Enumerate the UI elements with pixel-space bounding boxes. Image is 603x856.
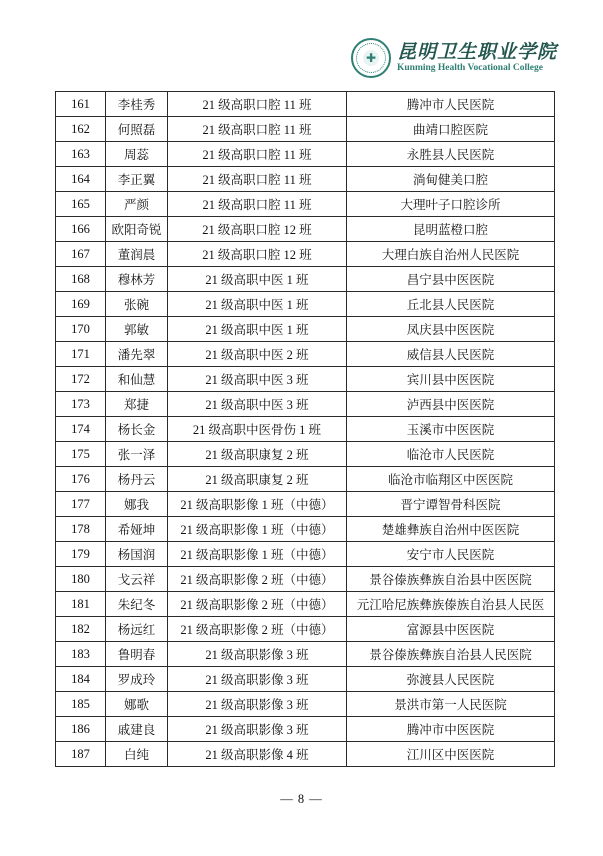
cell-number: 170	[56, 317, 106, 342]
cell-class-name: 21 级高职口腔 11 班	[168, 142, 347, 167]
table-row	[56, 117, 555, 142]
cell-class-name: 21 级高职中医 1 班	[168, 292, 347, 317]
cell-hospital-name: 景谷傣族彝族自治县人民医院	[347, 642, 555, 667]
cell-number: 180	[56, 567, 106, 592]
cell-student-name: 张碗	[106, 292, 168, 317]
college-brand	[351, 38, 557, 78]
cell-class-name: 21 级高职口腔 11 班	[168, 92, 347, 117]
table-row	[56, 467, 555, 492]
cell-hospital-name: 丘北县人民医院	[347, 292, 555, 317]
table-row	[56, 667, 555, 692]
cell-student-name: 郭敏	[106, 317, 168, 342]
cell-student-name: 和仙慧	[106, 367, 168, 392]
cell-number: 181	[56, 592, 106, 617]
cell-class-name: 21 级高职影像 4 班	[168, 742, 347, 767]
table-row	[56, 542, 555, 567]
table-row	[56, 517, 555, 542]
college-seal-icon	[351, 38, 391, 78]
cell-number: 171	[56, 342, 106, 367]
cell-student-name: 罗成玲	[106, 667, 168, 692]
cell-student-name: 鲁明春	[106, 642, 168, 667]
cell-class-name: 21 级高职口腔 11 班	[168, 192, 347, 217]
cell-number: 163	[56, 142, 106, 167]
cell-class-name: 21 级高职影像 2 班（中德）	[168, 592, 347, 617]
table-row	[56, 217, 555, 242]
cell-number: 164	[56, 167, 106, 192]
cell-class-name: 21 级高职中医 2 班	[168, 342, 347, 367]
table-row	[56, 417, 555, 442]
cell-hospital-name: 楚雄彝族自治州中医医院	[347, 517, 555, 542]
cell-student-name: 李正翼	[106, 167, 168, 192]
cell-student-name: 何照磊	[106, 117, 168, 142]
cell-hospital-name: 永胜县人民医院	[347, 142, 555, 167]
table-row	[56, 292, 555, 317]
cell-hospital-name: 景洪市第一人民医院	[347, 692, 555, 717]
cell-hospital-name: 大理白族自治州人民医院	[347, 242, 555, 267]
cell-student-name: 严颜	[106, 192, 168, 217]
cell-hospital-name: 玉溪市中医医院	[347, 417, 555, 442]
cell-class-name: 21 级高职口腔 11 班	[168, 117, 347, 142]
cell-student-name: 杨丹云	[106, 467, 168, 492]
cell-hospital-name: 威信县人民医院	[347, 342, 555, 367]
cell-student-name: 杨远红	[106, 617, 168, 642]
cell-hospital-name: 凤庆县中医医院	[347, 317, 555, 342]
cell-class-name: 21 级高职影像 3 班	[168, 692, 347, 717]
cell-class-name: 21 级高职口腔 12 班	[168, 217, 347, 242]
cell-class-name: 21 级高职中医 3 班	[168, 367, 347, 392]
cell-class-name: 21 级高职影像 2 班（中德）	[168, 617, 347, 642]
cell-class-name: 21 级高职口腔 11 班	[168, 167, 347, 192]
cell-class-name: 21 级高职中医骨伤 1 班	[168, 417, 347, 442]
table-row	[56, 392, 555, 417]
cell-hospital-name: 晋宁谭智骨科医院	[347, 492, 555, 517]
table-row	[56, 367, 555, 392]
cell-hospital-name: 昆明蓝橙口腔	[347, 217, 555, 242]
cell-class-name: 21 级高职影像 3 班	[168, 717, 347, 742]
cell-student-name: 穆林芳	[106, 267, 168, 292]
cell-hospital-name: 弥渡县人民医院	[347, 667, 555, 692]
cell-number: 172	[56, 367, 106, 392]
cell-class-name: 21 级高职中医 3 班	[168, 392, 347, 417]
cell-class-name: 21 级高职影像 3 班	[168, 642, 347, 667]
cell-student-name: 戚建良	[106, 717, 168, 742]
table-row	[56, 242, 555, 267]
cell-number: 174	[56, 417, 106, 442]
cell-hospital-name: 元江哈尼族彝族傣族自治县人民医	[347, 592, 555, 617]
cell-hospital-name: 腾冲市人民医院	[347, 92, 555, 117]
cell-number: 179	[56, 542, 106, 567]
cell-hospital-name: 临沧市临翔区中医医院	[347, 467, 555, 492]
cell-number: 185	[56, 692, 106, 717]
medical-cross-icon: ✚	[363, 50, 379, 66]
cell-number: 183	[56, 642, 106, 667]
cell-student-name: 娜歌	[106, 692, 168, 717]
cell-hospital-name: 安宁市人民医院	[347, 542, 555, 567]
cell-number: 176	[56, 467, 106, 492]
cell-student-name: 朱纪冬	[106, 592, 168, 617]
table-row	[56, 592, 555, 617]
cell-hospital-name: 泸西县中医医院	[347, 392, 555, 417]
table-row	[56, 442, 555, 467]
cell-number: 167	[56, 242, 106, 267]
cell-class-name: 21 级高职影像 2 班（中德）	[168, 567, 347, 592]
college-name-zh: 昆明卫生职业学院	[396, 41, 557, 63]
college-name-en: Kunming Health Vocational College	[396, 63, 543, 73]
cell-hospital-name: 曲靖口腔医院	[347, 117, 555, 142]
cell-number: 168	[56, 267, 106, 292]
cell-number: 184	[56, 667, 106, 692]
cell-number: 182	[56, 617, 106, 642]
table-row	[56, 167, 555, 192]
table-row	[56, 142, 555, 167]
cell-hospital-name: 临沧市人民医院	[347, 442, 555, 467]
table-row	[56, 92, 555, 117]
cell-student-name: 杨国润	[106, 542, 168, 567]
cell-class-name: 21 级高职康复 2 班	[168, 442, 347, 467]
cell-class-name: 21 级高职影像 1 班（中德）	[168, 542, 347, 567]
cell-student-name: 希娅坤	[106, 517, 168, 542]
cell-hospital-name: 淌甸健美口腔	[347, 167, 555, 192]
table-row	[56, 267, 555, 292]
cell-number: 187	[56, 742, 106, 767]
cell-hospital-name: 景谷傣族彝族自治县中医医院	[347, 567, 555, 592]
cell-hospital-name: 大理叶子口腔诊所	[347, 192, 555, 217]
cell-hospital-name: 昌宁县中医医院	[347, 267, 555, 292]
table-row	[56, 717, 555, 742]
cell-number: 173	[56, 392, 106, 417]
table-row	[56, 692, 555, 717]
cell-hospital-name: 腾冲市中医医院	[347, 717, 555, 742]
cell-hospital-name: 富源县中医医院	[347, 617, 555, 642]
cell-number: 177	[56, 492, 106, 517]
cell-student-name: 欧阳奇锐	[106, 217, 168, 242]
cell-number: 166	[56, 217, 106, 242]
table-row	[56, 342, 555, 367]
cell-student-name: 潘先翠	[106, 342, 168, 367]
cell-student-name: 张一泽	[106, 442, 168, 467]
cell-class-name: 21 级高职口腔 12 班	[168, 242, 347, 267]
cell-number: 186	[56, 717, 106, 742]
table-row	[56, 567, 555, 592]
page-header	[0, 38, 603, 86]
cell-student-name: 周蕊	[106, 142, 168, 167]
cell-class-name: 21 级高职影像 1 班（中德）	[168, 492, 347, 517]
page-number: — 8 —	[280, 792, 323, 806]
cell-class-name: 21 级高职中医 1 班	[168, 267, 347, 292]
cell-student-name: 杨长金	[106, 417, 168, 442]
cell-student-name: 李桂秀	[106, 92, 168, 117]
cell-class-name: 21 级高职影像 1 班（中德）	[168, 517, 347, 542]
cell-class-name: 21 级高职中医 1 班	[168, 317, 347, 342]
cell-number: 162	[56, 117, 106, 142]
cell-number: 161	[56, 92, 106, 117]
cell-class-name: 21 级高职康复 2 班	[168, 467, 347, 492]
cell-student-name: 娜我	[106, 492, 168, 517]
table-row	[56, 642, 555, 667]
cell-student-name: 董润晨	[106, 242, 168, 267]
table-row	[56, 192, 555, 217]
cell-hospital-name: 江川区中医医院	[347, 742, 555, 767]
cell-number: 169	[56, 292, 106, 317]
college-name-block	[397, 42, 557, 74]
cell-number: 178	[56, 517, 106, 542]
cell-student-name: 白纯	[106, 742, 168, 767]
cell-hospital-name: 宾川县中医医院	[347, 367, 555, 392]
cell-number: 165	[56, 192, 106, 217]
table-row	[56, 492, 555, 517]
cell-student-name: 郑捷	[106, 392, 168, 417]
cell-number: 175	[56, 442, 106, 467]
cell-class-name: 21 级高职影像 3 班	[168, 667, 347, 692]
table-row	[56, 617, 555, 642]
cell-student-name: 戈云祥	[106, 567, 168, 592]
assignment-table-body	[56, 92, 555, 767]
table-row	[56, 317, 555, 342]
internship-assignment-table	[55, 91, 555, 767]
table-row	[56, 742, 555, 767]
